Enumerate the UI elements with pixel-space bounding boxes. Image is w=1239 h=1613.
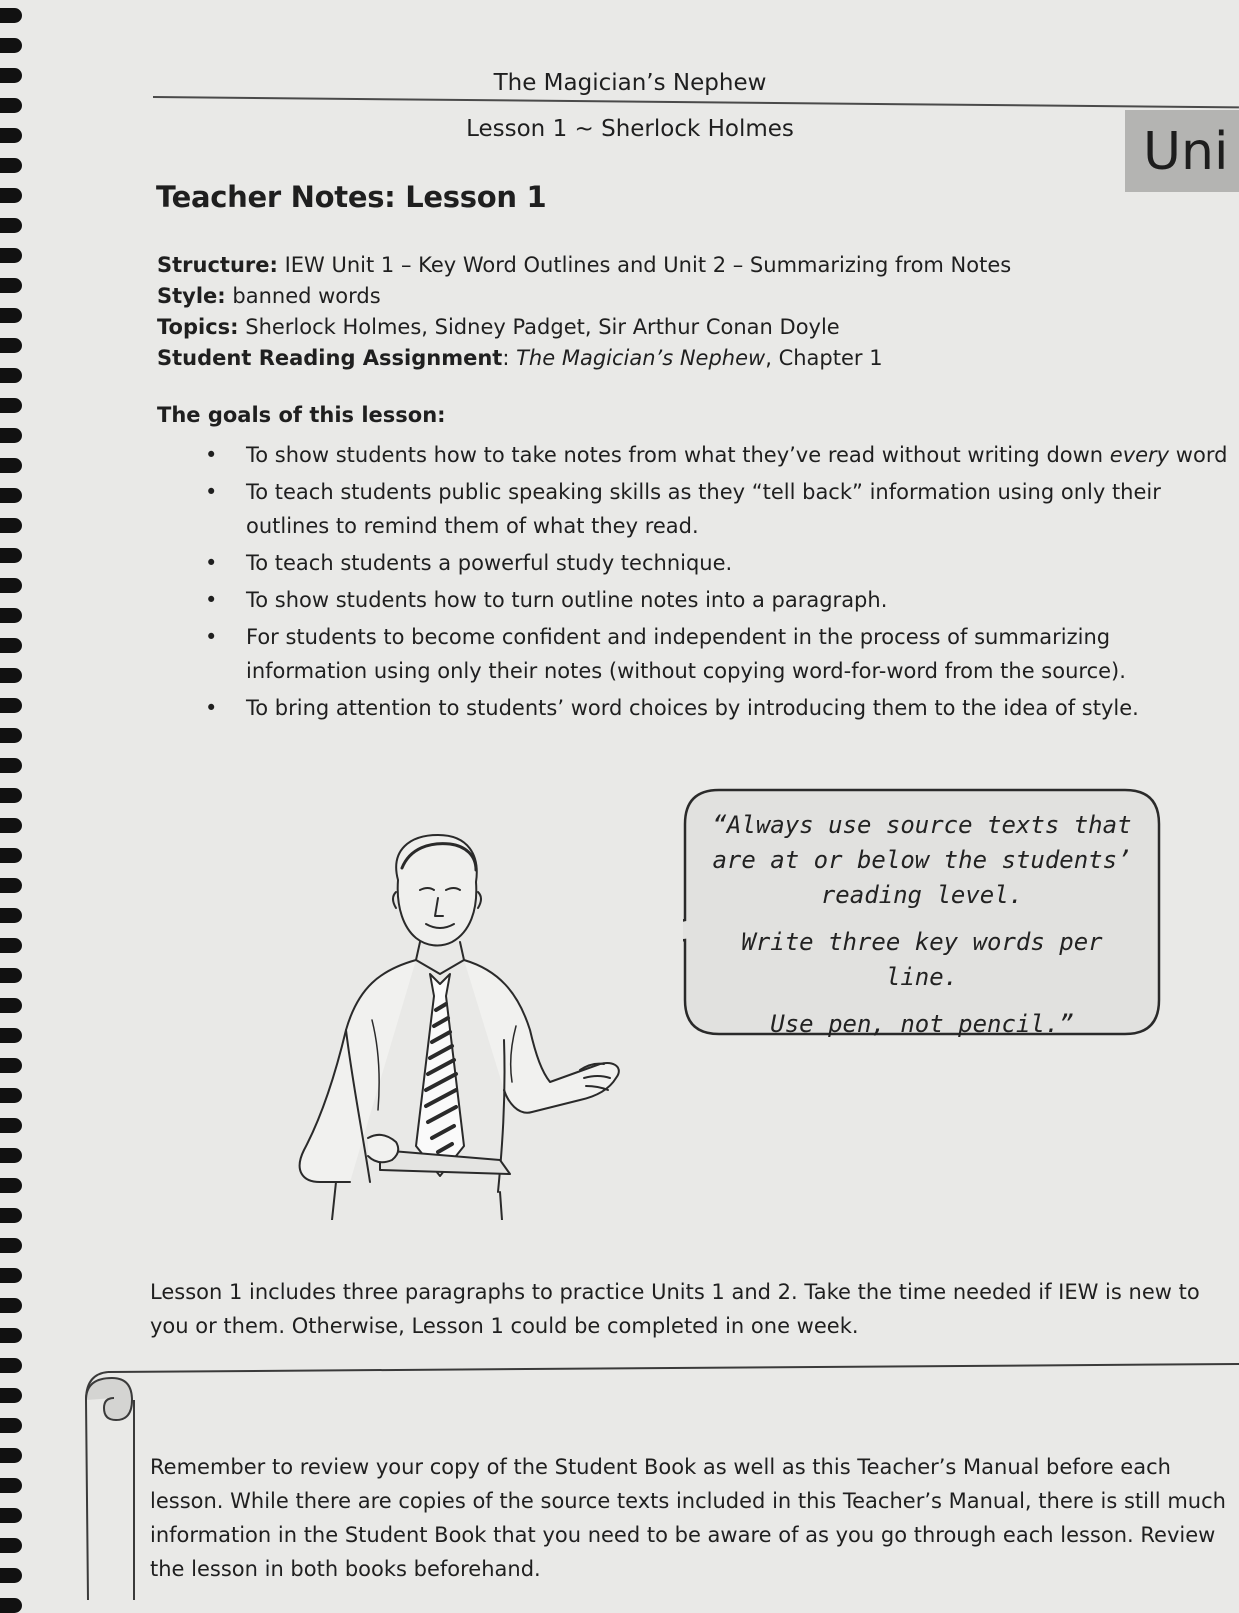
reading-colon: : [502,346,510,370]
paragraph-line: Lesson 1 includes three paragraphs to practice Units 1 and 2. Take the time needed if IEW is new to [150,1280,1200,1304]
unit-tab-label: Uni [1143,122,1229,182]
spiral-ring-icon [0,428,22,443]
style-line [157,281,1157,312]
spiral-ring-icon [0,1058,22,1073]
paragraph-line: you or them. Otherwise, Lesson 1 could be completed in one week. [150,1314,859,1338]
reminder-paragraph [150,1450,1235,1586]
list-item [205,691,1239,725]
spiral-ring-icon [0,1268,22,1283]
spiral-ring-icon [0,248,22,263]
topics-value: Sherlock Holmes, Sidney Padget, Sir Arthur Conan Doyle [245,315,840,339]
spiral-ring-icon [0,638,22,653]
spiral-ring-icon [0,38,22,53]
bubble-line: are at or below the students’ [712,846,1132,874]
bubble-line: “Always use source texts that [712,811,1132,839]
spiral-ring-icon [0,518,22,533]
goal-text: To teach students public speaking skills as they “tell back” information using only their [246,480,1161,504]
goal-emphasis: every [1109,443,1170,467]
spiral-ring-icon [0,458,22,473]
spiral-ring-icon [0,1598,22,1613]
bullet-icon: • [205,443,218,467]
structure-value: IEW Unit 1 – Key Word Outlines and Unit 2 – Summarizing from Notes [284,253,1012,277]
spiral-ring-icon [0,8,22,23]
spiral-ring-icon [0,818,22,833]
paragraph-line: information in the Student Book that you need to be aware of as you go through each lesson. Review [150,1523,1216,1547]
running-book-title: The Magician’s Nephew [493,70,767,96]
style-label: Style: [157,284,226,308]
reading-book: The Magician’s Nephew [516,346,766,370]
list-item [205,546,1239,580]
teacher-illustration-icon [280,820,640,1220]
goal-text: To bring attention to students’ word choices by introducing them to the idea of style. [246,696,1139,720]
goal-text: To show students how to turn outline notes into a paragraph. [246,588,888,612]
topics-line [157,312,1157,343]
spiral-ring-icon [0,608,22,623]
bubble-line: reading level. [820,881,1024,909]
bullet-icon: • [205,551,218,575]
spiral-ring-icon [0,1148,22,1163]
spiral-ring-icon [0,758,22,773]
spiral-ring-icon [0,278,22,293]
reading-label: Student Reading Assignment [157,346,503,370]
bullet-icon: • [205,625,218,649]
spiral-ring-icon [0,1178,22,1193]
goals-heading: The goals of this lesson: [157,403,446,427]
structure-label: Structure: [157,253,278,277]
spiral-ring-icon [0,68,22,83]
goal-text: For students to become confident and independent in the process of summarizing [246,625,1111,649]
spiral-ring-icon [0,1298,22,1313]
spiral-ring-icon [0,98,22,113]
spiral-ring-icon [0,548,22,563]
spiral-ring-icon [0,1328,22,1343]
unit-tab [1125,110,1239,192]
spiral-ring-icon [0,338,22,353]
spiral-ring-icon [0,968,22,983]
goal-text: To teach students a powerful study technique. [246,551,733,575]
spiral-ring-icon [0,1088,22,1103]
spiral-ring-icon [0,488,22,503]
bubble-line: Use pen, not pencil.” [770,1010,1074,1038]
spiral-ring-icon [0,308,22,323]
topics-label: Topics: [157,315,239,339]
list-item [205,475,1239,543]
spiral-ring-icon [0,1208,22,1223]
spiral-ring-icon [0,998,22,1013]
spiral-ring-icon [0,938,22,953]
page-title: Teacher Notes: Lesson 1 [156,180,547,214]
reading-rest: , Chapter 1 [765,346,883,370]
spiral-ring-icon [0,698,22,713]
spiral-ring-icon [0,218,22,233]
lesson-meta [157,250,1157,374]
bullet-icon: • [205,696,218,720]
goal-text: outlines to remind them of what they read. [246,514,699,538]
goal-text: To show students how to take notes from what they’ve read without writing down [246,443,1110,467]
style-value: banned words [232,284,381,308]
bullet-icon: • [205,588,218,612]
spiral-ring-icon [0,728,22,743]
spiral-ring-icon [0,1118,22,1133]
goal-text: word [1169,443,1228,467]
spiral-ring-icon [0,908,22,923]
goals-list [205,438,1239,728]
list-item [205,438,1239,472]
spiral-ring-icon [0,788,22,803]
reading-line [157,343,1157,374]
spiral-ring-icon [0,1028,22,1043]
speech-bubble-text [702,808,1142,1042]
paragraph-line: lesson. While there are copies of the source texts included in this Teacher’s Manual, there is still much [150,1489,1226,1513]
spiral-ring-icon [0,1238,22,1253]
spiral-ring-icon [0,188,22,203]
bullet-icon: • [205,480,218,504]
header-rule [153,96,1239,108]
paragraph-line: Remember to review your copy of the Student Book as well as this Teacher’s Manual before each [150,1455,1171,1479]
spiral-ring-icon [0,398,22,413]
spiral-ring-icon [0,848,22,863]
structure-line [157,250,1157,281]
spiral-ring-icon [0,578,22,593]
bubble-line: Write three key words per line. [741,928,1103,991]
lesson-paragraph [150,1275,1235,1343]
paragraph-line: the lesson in both books beforehand. [150,1557,541,1581]
spiral-ring-icon [0,158,22,173]
spiral-ring-icon [0,878,22,893]
list-item [205,620,1239,688]
spiral-ring-icon [0,368,22,383]
spiral-ring-icon [0,668,22,683]
spiral-ring-icon [0,128,22,143]
goal-text: information using only their notes (without copying word-for-word from the source). [246,659,1126,683]
running-lesson-title: Lesson 1 ~ Sherlock Holmes [466,116,794,142]
list-item [205,583,1239,617]
